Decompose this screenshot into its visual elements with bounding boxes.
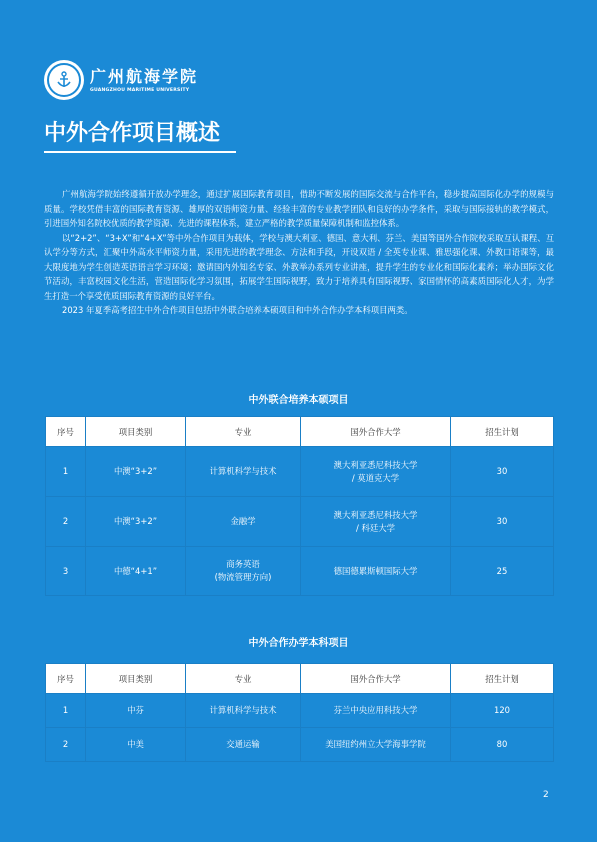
undergraduate-program-table: [45, 663, 554, 762]
university-emblem-icon: [44, 60, 84, 100]
header-plan: 招生计划: [451, 417, 554, 447]
overview-text: [44, 187, 554, 318]
table1-title: 中外联合培养本硕项目: [248, 395, 349, 406]
paragraph: 以“2+2”、“3+X”和“4+X”等中外合作项目为载体，学校与澳大利亚、德国、意大利、芬兰、美国等国外合作院校采取互认课程、互认学分等方式，汇聚中外高水平师资力量，采用先进的教学理念、方法和手段，开设双语 / 全英专业课、雅思强化课、外教口语课等，最大限度地为学生创造英语语言学习环境；邀请国内外知名专家、外教举办系列专业讲座，提升学生的专业化和国际化素养；举办国际文化节活动，丰富校园文化生活，营造国际化学习氛围，拓展学生国际视野，致力于培养具有国际视野、家国情怀的高素质国际化人才，为学生打造一个享受优质国际教育资源的良好平台。: [44, 232, 554, 301]
header-plan: 招生计划: [451, 664, 554, 694]
header-major: 专业: [186, 664, 301, 694]
logo-name-cn: 广州航海学院: [90, 66, 199, 86]
table-header-row: [46, 417, 554, 447]
joint-master-program-table: [45, 416, 554, 596]
header-no: 序号: [46, 664, 86, 694]
paragraph: 广州航海学院始终遵循开放办学理念，通过扩展国际教育项目，借助不断发展的国际交流与合作平台，稳步提高国际化办学的规模与质量。学校凭借丰富的国际教育资源、雄厚的双语师资力量、经验丰富的专业教学团队和良好的办学条件，采取与国际接轨的教学模式，引进国外知名院校优质的教学资源、先进的课程体系，建立严格的教学质量保障机制和监控体系。: [44, 189, 554, 228]
header-no: 序号: [46, 417, 86, 447]
university-logo: [44, 60, 198, 100]
page-title: 中外合作项目概述: [44, 121, 221, 146]
table2-title: 中外合作办学本科项目: [248, 638, 349, 649]
header-university: 国外合作大学: [301, 664, 451, 694]
header-category: 项目类别: [86, 417, 186, 447]
table-row: 3 中德“4+1” 商务英语 (物流管理方向) 德国德累斯顿国际大学 25: [46, 547, 554, 596]
table-row: 2 中美 交通运输 美国纽约州立大学海事学院 80: [46, 728, 554, 762]
header-major: 专业: [186, 417, 301, 447]
page-number: 2: [543, 790, 549, 800]
logo-name-en: GUANGZHOU MARITIME UNIVERSITY: [90, 87, 190, 93]
table-header-row: [46, 664, 554, 694]
header-category: 项目类别: [86, 664, 186, 694]
title-underline: [44, 151, 236, 153]
paragraph: 2023 年夏季高考招生中外合作项目包括中外联合培养本硕项目和中外合作办学本科项目两类。: [62, 305, 413, 315]
table-row: 2 中澳“3+2” 金融学 澳大利亚悉尼科技大学 / 科廷大学 30: [46, 497, 554, 547]
header-university: 国外合作大学: [301, 417, 451, 447]
table-row: 1 中芬 计算机科学与技术 芬兰中央应用科技大学 120: [46, 694, 554, 728]
table-row: 1 中澳“3+2” 计算机科学与技术 澳大利亚悉尼科技大学 / 莫道克大学 30: [46, 447, 554, 497]
anchor-icon: [54, 70, 74, 90]
